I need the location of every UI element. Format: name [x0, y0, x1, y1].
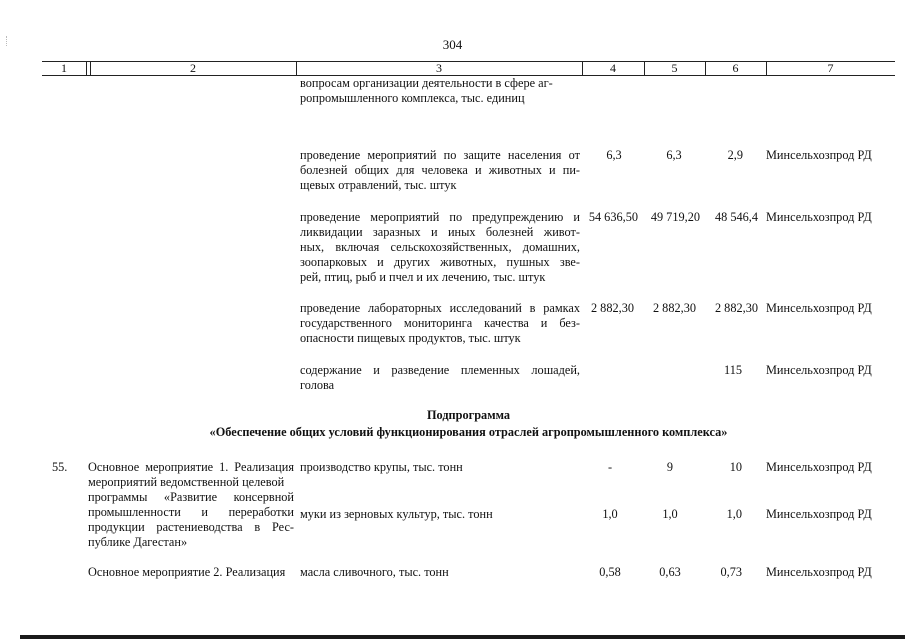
value-col6: 10	[729, 460, 742, 474]
value-col4: 54 636,50	[588, 210, 638, 224]
row-number: 55.	[52, 460, 68, 474]
subprogram-title: Подпрограмма	[426, 408, 511, 422]
value-col6: 2,9	[727, 148, 743, 162]
indicator-text: проведение мероприятий по защите населения от болезней общих для человека и животных и пи- щевых отравлений, тыс. штук	[300, 148, 580, 192]
value-col6: 2 882,30	[714, 301, 758, 315]
value-col4: 2 882,30	[590, 301, 634, 315]
indicator-text: муки из зерновых культур, тыс. тонн	[300, 507, 493, 521]
responsible-org: Минсельхозпрод РД	[766, 363, 872, 377]
indicator-text: проведение мероприятий по предупреждению и ликвидации заразных и иных болезней живот- ных, включая сельскохозяйственных, домашних, зоопарковых и других животных, пушных зве- рей, птиц, рыб и пчел и их лечению, тыс. штук	[300, 210, 580, 284]
value-col4: 6,3	[606, 148, 622, 162]
indicator-text: проведение лабораторных исследований в рамках государственного мониторинга качества и без- опасности пищевых продуктов, тыс. штук	[300, 301, 580, 345]
value-col5: 2 882,30	[652, 301, 696, 315]
header-col-3: 3	[436, 61, 442, 75]
value-col6: 115	[724, 363, 742, 377]
value-col5: 9	[666, 460, 674, 474]
value-col6: 0,73	[720, 565, 742, 579]
header-col-1: 1	[61, 61, 67, 75]
header-col-2: 2	[190, 61, 196, 75]
value-col4: 0,58	[599, 565, 621, 579]
header-col-7: 7	[827, 61, 834, 75]
header-col-5: 5	[671, 61, 678, 75]
indicator-text: содержание и разведение племенных лошадей, голова	[300, 363, 580, 392]
scan-bottom-edge	[0, 630, 905, 640]
indicator-text: масла сливочного, тыс. тонн	[300, 565, 449, 579]
value-col5: 6,3	[666, 148, 682, 162]
responsible-org: Минсельхозпрод РД	[766, 460, 872, 474]
responsible-org: Минсельхозпрод РД	[766, 210, 872, 224]
value-col6: 48 546,4	[714, 210, 758, 224]
event-text: Основное мероприятие 2. Реализация	[88, 565, 286, 579]
value-col4: -	[607, 460, 613, 474]
event-text: Основное мероприятие 1. Реализация мероприятий ведомственной целевой программы «Развитие консервной промышленности и переработки продукции растениеводства в Рес- публике Дагестан»	[88, 460, 294, 549]
value-col5: 0,63	[659, 565, 681, 579]
responsible-org: Минсельхозпрод РД	[766, 565, 872, 579]
indicator-text: производство крупы, тыс. тонн	[300, 460, 463, 474]
responsible-org: Минсельхозпрод РД	[766, 507, 872, 521]
value-col5: 1,0	[662, 507, 678, 521]
value-col6: 1,0	[726, 507, 742, 521]
responsible-org: Минсельхозпрод РД	[766, 301, 872, 315]
value-col4: 1,0	[602, 507, 618, 521]
header-divider	[86, 61, 87, 76]
responsible-org: Минсельхозпрод РД	[766, 148, 872, 162]
value-col5: 49 719,20	[650, 210, 700, 224]
header-col-6: 6	[732, 61, 739, 75]
header-col-4: 4	[610, 61, 616, 75]
indicator-text: вопросам организации деятельности в сфере аг- ропромышленного комплекса, тыс. единиц	[300, 76, 553, 105]
subprogram-name: «Обеспечение общих условий функционирования отраслей агропромышленного комплекса»	[209, 425, 728, 439]
page-number: 304	[442, 37, 463, 52]
